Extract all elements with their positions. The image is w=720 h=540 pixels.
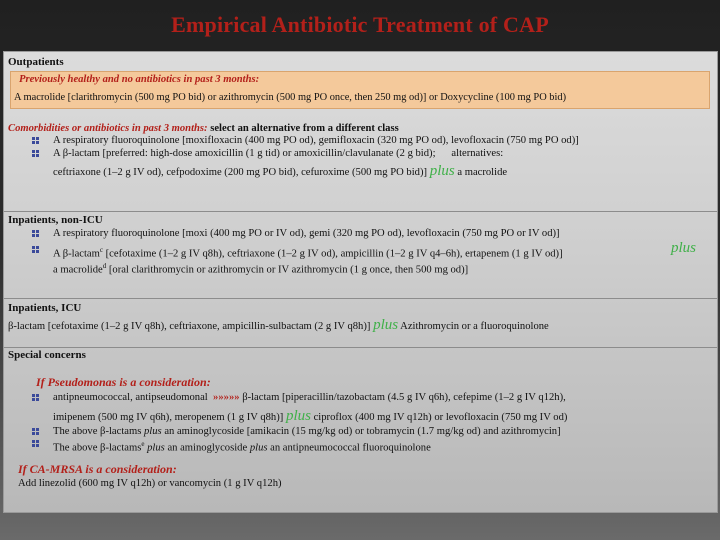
plus-label: plus — [285, 408, 311, 424]
pseudo-b2-text-b: an aminoglycoside [amikacin (15 mg/kg od) or tobramycin (1.7 mg/kg od) and azithromycin] — [164, 426, 561, 437]
outpatient-bullet-1: A respiratory fluoroquinolone [moxifloxacin (400 mg PO od), gemifloxacin (320 mg PO od), levofloxacin (750 mg PO od)] — [53, 135, 579, 146]
slide-title: Empirical Antibiotic Treatment of CAP — [171, 12, 549, 37]
pseudo-b3-text-c: an antipneumococcal fluoroquinolone — [270, 442, 431, 454]
bullet-icon — [32, 246, 39, 253]
nonicu-bullet-2b — [53, 260, 468, 277]
section-heading-special: Special concerns — [8, 349, 86, 361]
plus-inline: plus — [147, 442, 165, 454]
section-heading-outpatients: Outpatients — [8, 56, 64, 68]
nonicu-bullet-2a — [53, 244, 563, 261]
outpatient-alternatives-label: alternatives: — [451, 148, 504, 159]
pseudo-bullet-2 — [53, 426, 561, 438]
outpatient-macrolide-text: a macrolide — [457, 167, 508, 178]
section-inpatients-icu — [4, 299, 717, 348]
pseudo-betalactam-text: β-lactam [piperacillin/tazobactam (4.5 g IV q6h), cefepime (1–2 g IV q12h), — [242, 392, 566, 403]
bullet-icon — [32, 428, 39, 435]
section-outpatients — [4, 52, 717, 212]
outpatient-bullet-2b-text: ceftriaxone (1–2 g IV od), cefpodoxime (200 mg PO bid), cefuroxime (500 mg PO bid)] — [53, 167, 428, 178]
plus-label: plus — [373, 317, 399, 333]
nonicu-betalactam-label: A β-lactam — [53, 248, 100, 260]
comorbidities-label: Comorbidities or antibiotics in past 3 months: — [8, 123, 208, 134]
icu-betalactam-text: β-lactam [cefotaxime (1–2 g IV q8h), ceftriaxone, ampicillin-sulbactam (2 g IV q8h)] — [8, 321, 371, 332]
pseudo-carbapenem-text: imipenem (500 mg IV q6h), meropenem (1 g IV q8h)] — [53, 412, 284, 423]
pseudo-b3-text-b: an aminoglycoside — [167, 442, 248, 454]
footnote-e: e — [141, 440, 145, 448]
bullet-icon — [32, 137, 39, 144]
treatment-table — [3, 51, 718, 513]
nonicu-macrolide-regimen: [oral clarithromycin or azithromycin or IV azithromycin (1 g once, then 500 mg od)] — [106, 264, 469, 276]
plus-inline: plus — [144, 426, 162, 437]
pseudomonas-label: If Pseudomonas is a consideration: — [36, 375, 211, 389]
arrows-icon: »»»»» — [213, 392, 240, 403]
nonicu-macrolide-label: a macrolide — [53, 264, 103, 276]
pseudo-fluoroquinolone-text: ciproflox (400 mg IV q12h) or levofloxacin (750 mg IV od) — [313, 412, 568, 423]
healthy-box — [10, 71, 710, 109]
footnote-d: d — [102, 262, 107, 270]
healthy-regimen: A macrolide [clarithromycin (500 mg PO bid) or azithromycin (500 mg PO once, then 250 mg od)] or Doxycycline (100 mg PO bid) — [14, 92, 567, 103]
mrsa-label: If CA-MRSA is a consideration: — [18, 462, 177, 476]
pseudo-b3-text-a: The above β-lactams — [53, 442, 142, 454]
icu-azithro-text: Azithromycin or a fluoroquinolone — [400, 321, 549, 332]
pseudo-antipneumo-text: antipneumococcal, antipseudomonal — [53, 392, 208, 403]
pseudo-b2-text-a: The above β-lactams — [53, 426, 142, 437]
healthy-label: Previously healthy and no antibiotics in past 3 months: — [19, 74, 260, 85]
section-heading-nonicu: Inpatients, non-ICU — [8, 214, 103, 226]
comorbidities-row — [8, 123, 399, 135]
plus-label: plus — [671, 240, 697, 256]
footnote-c: c — [99, 246, 103, 254]
bullet-icon — [32, 150, 39, 157]
icu-regimen — [8, 319, 549, 333]
pseudo-bullet-1b — [53, 410, 567, 424]
outpatient-bullet-2a — [53, 148, 503, 160]
section-heading-icu: Inpatients, ICU — [8, 302, 82, 314]
section-special-concerns — [4, 348, 717, 513]
bullet-icon — [32, 230, 39, 237]
comorbidities-instruction: select an alternative from a different class — [210, 123, 399, 134]
section-inpatients-nonicu — [4, 212, 717, 299]
plus-inline: plus — [249, 442, 268, 454]
outpatient-bullet-2b — [53, 165, 507, 179]
nonicu-bullet-1: A respiratory fluoroquinolone [moxi (400 mg PO or IV od), gemi (320 mg PO od), levofloxacin (750 mg PO or IV od)] — [53, 228, 560, 239]
nonicu-betalactam-regimen: [cefotaxime (1–2 g IV q8h), ceftriaxone (1–2 g IV od), ampicillin (1–2 g IV q4–6h), ertapenem (1 g IV od)] — [102, 248, 563, 260]
pseudo-bullet-1a — [53, 392, 566, 404]
outpatient-bullet-2a-text: A β-lactam [preferred: high-dose amoxicillin (1 g tid) or amoxicillin/clavulanate (2 g bid); — [53, 148, 436, 159]
pseudo-bullet-3 — [53, 438, 431, 455]
plus-label: plus — [429, 163, 455, 179]
mrsa-regimen: Add linezolid (600 mg IV q12h) or vancomycin (1 g IV q12h) — [18, 478, 282, 489]
bullet-icon — [32, 394, 39, 401]
bullet-icon — [32, 440, 39, 447]
